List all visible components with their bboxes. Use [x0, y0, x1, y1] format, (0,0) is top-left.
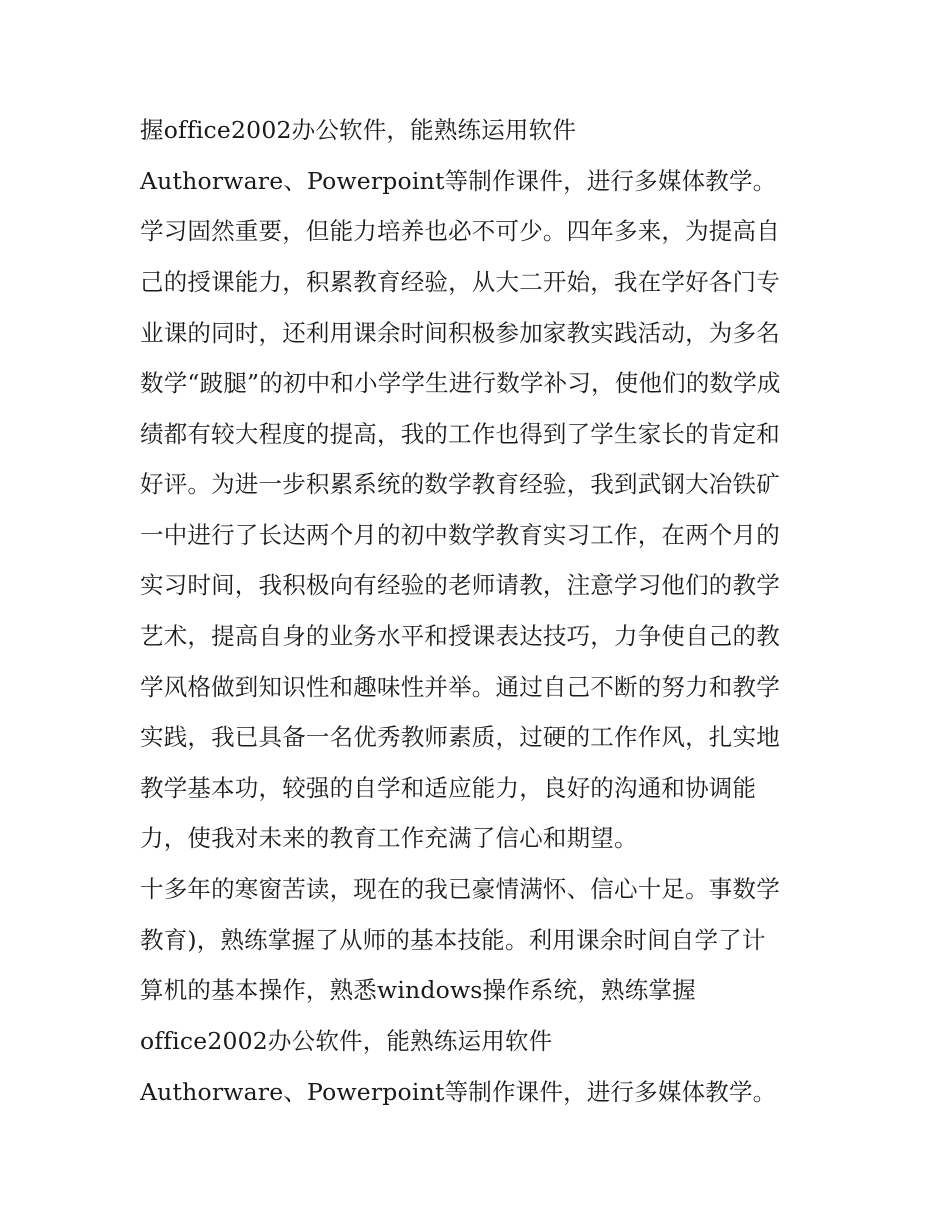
- text-line: 一中进行了长达两个月的初中数学教育实习工作，在两个月的: [140, 521, 780, 549]
- text-line: 数学“跛腿”的初中和小学学生进行数学补习，使他们的数学成: [140, 369, 781, 397]
- text-line: 业课的同时，还利用课余时间积极参加家教实践活动，为多名: [140, 319, 780, 347]
- text-line: 学习固然重要，但能力培养也必不可少。四年多来，为提高自: [140, 217, 780, 245]
- text-line: 算机的基本操作，熟悉windows操作系统，熟练掌握: [140, 976, 696, 1004]
- text-line: office2002办公软件，能熟练运用软件: [140, 1027, 553, 1055]
- text-line: 艺术，提高自身的业务水平和授课表达技巧，力争使自己的教: [140, 622, 780, 650]
- text-line: 好评。为进一步积累系统的数学教育经验，我到武钢大冶铁矿: [140, 470, 780, 498]
- text-line: 教学基本功，较强的自学和适应能力，良好的沟通和协调能: [140, 774, 757, 802]
- text-line: Authorware、Powerpoint等制作课件，进行多媒体教学。: [140, 1078, 777, 1106]
- text-line: 实践，我已具备一名优秀教师素质，过硬的工作作风，扎实地: [140, 723, 780, 751]
- text-line: 实习时间，我积极向有经验的老师请教，注意学习他们的教学: [140, 571, 780, 599]
- text-line: 十多年的寒窗苦读，现在的我已豪情满怀、信心十足。事数学: [140, 875, 780, 903]
- text-line: Authorware、Powerpoint等制作课件，进行多媒体教学。: [140, 167, 777, 195]
- text-line: 教育)，熟练掌握了从师的基本技能。利用课余时间自学了计: [140, 926, 766, 954]
- text-line: 绩都有较大程度的提高，我的工作也得到了学生家长的肯定和: [140, 420, 780, 448]
- text-line: 力，使我对未来的教育工作充满了信心和期望。: [140, 824, 638, 852]
- text-line: 学风格做到知识性和趣味性并举。通过自己不断的努力和教学: [140, 673, 780, 701]
- text-line: 己的授课能力，积累教育经验，从大二开始，我在学好各门专: [140, 268, 780, 296]
- text-line: 握office2002办公软件，能熟练运用软件: [140, 116, 577, 144]
